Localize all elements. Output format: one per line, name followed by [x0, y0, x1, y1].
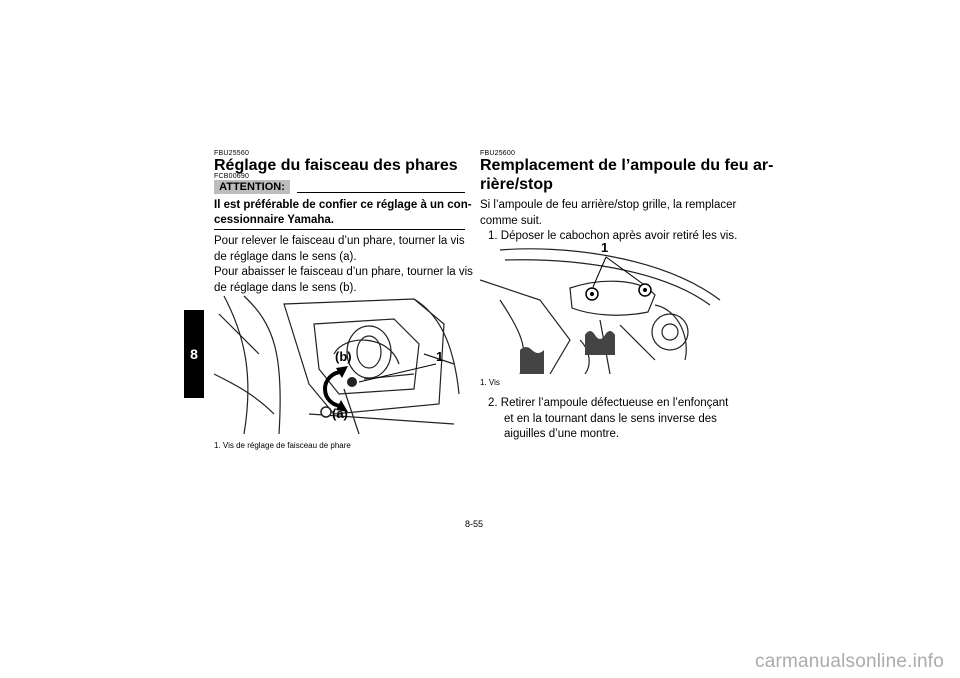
- step-text: et en la tournant dans le sens inverse des: [504, 412, 717, 425]
- paragraph-line: comme suit.: [480, 214, 542, 227]
- taillight-figure: [480, 240, 733, 374]
- step-text: 2. Retirer l’ampoule défectueuse en l’enfonçant: [488, 397, 729, 409]
- attention-line: cessionnaire Yamaha.: [214, 214, 334, 226]
- figure-caption: 1. Vis: [480, 378, 500, 387]
- paragraph-line: de réglage dans le sens (b).: [214, 281, 357, 294]
- watermark[interactable]: carmanualsonline.info: [755, 651, 945, 672]
- paragraph-line: de réglage dans le sens (a).: [214, 250, 357, 263]
- chapter-tab: [184, 310, 204, 398]
- title-line: Remplacement de l’ampoule du feu ar-: [480, 157, 774, 174]
- paragraph-line: Pour abaisser le faisceau d’un phare, tourner la vis: [214, 266, 473, 278]
- section-title: Réglage du faisceau des phares: [214, 157, 458, 174]
- figure-caption: 1. Vis de réglage de faisceau de phare: [214, 441, 351, 450]
- attention-badge: [214, 180, 290, 194]
- title-line: rière/stop: [480, 176, 553, 193]
- attention-text: [214, 198, 472, 228]
- attention-rule: [297, 192, 465, 193]
- section-title: [480, 156, 773, 194]
- direction-a-label: (a): [332, 406, 348, 421]
- callout-number: 1: [436, 349, 444, 364]
- paragraph-line: Pour relever le faisceau d’un phare, tourner la vis: [214, 235, 465, 247]
- step-text: aiguilles d’une montre.: [504, 428, 620, 440]
- taillight-illustration: [480, 240, 733, 374]
- adjust-screw-icon: [347, 377, 357, 387]
- section-code: FBU25600: [480, 150, 516, 157]
- page-number: 8-55: [465, 519, 484, 529]
- instructions-paragraph: [214, 234, 473, 296]
- section-code: FBU25560: [214, 150, 250, 157]
- attention-label: ATTENTION:: [219, 181, 285, 193]
- attention-code: FCB00690: [214, 173, 250, 180]
- step-text: 1. Déposer le cabochon après avoir retiré les vis.: [488, 230, 738, 242]
- callout-number: 1: [601, 240, 609, 255]
- step-2: [488, 396, 740, 443]
- paragraph-line: Si l’ampoule de feu arrière/stop grille, la remplacer: [480, 199, 737, 211]
- attention-bottom-rule: [214, 229, 465, 230]
- chapter-tab-number: 8: [190, 346, 198, 362]
- direction-b-label: (b): [335, 349, 352, 364]
- attention-line: Il est préférable de confier ce réglage à un con-: [214, 199, 472, 211]
- headlight-figure: [214, 294, 465, 437]
